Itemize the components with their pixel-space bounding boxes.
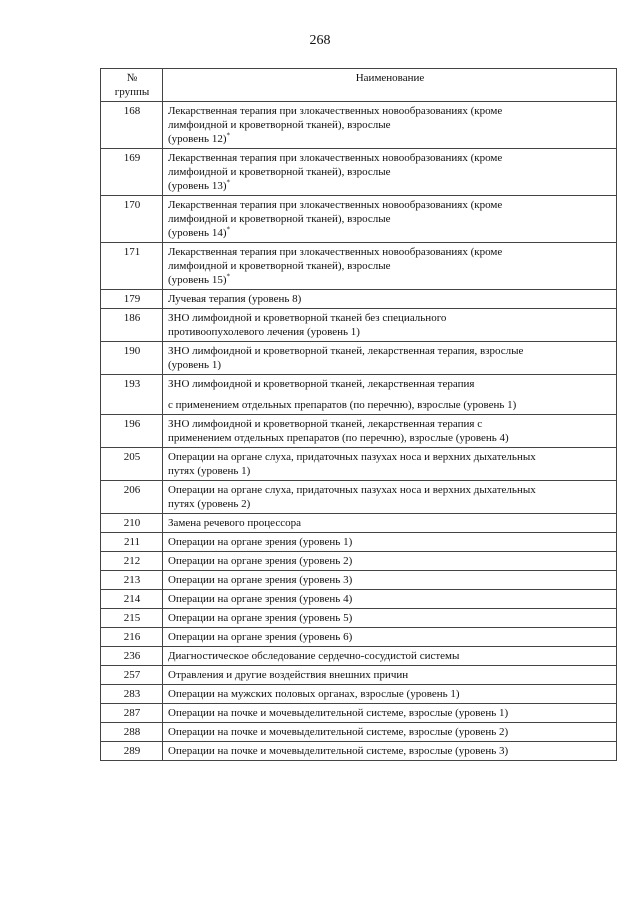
group-name	[163, 666, 617, 685]
group-number: 179	[101, 290, 163, 309]
group-name-line: (уровень 1)	[168, 359, 221, 371]
table-row	[101, 647, 617, 666]
group-name	[163, 448, 617, 481]
group-number: 216	[101, 628, 163, 647]
group-name	[163, 243, 617, 290]
table-row	[101, 571, 617, 590]
group-name-line: Операции на органе слуха, придаточных пазухах носа и верхних дыхательных	[168, 451, 536, 463]
header-name: Наименование	[163, 69, 617, 102]
table-row	[101, 742, 617, 761]
group-name-line: применением отдельных препаратов (по перечню), взрослые (уровень 4)	[168, 432, 509, 444]
group-name-line: путях (уровень 1)	[168, 465, 251, 477]
group-name	[163, 590, 617, 609]
level-text: (уровень 13)	[168, 180, 227, 192]
group-number: 288	[101, 723, 163, 742]
table-row	[101, 448, 617, 481]
group-name	[163, 647, 617, 666]
page-number: 268	[309, 33, 331, 48]
group-number: 205	[101, 448, 163, 481]
group-name-line: Лекарственная терапия при злокачественных новообразованиях (кроме	[168, 199, 503, 211]
table-row	[101, 685, 617, 704]
group-name	[163, 102, 617, 149]
group-name-level-line	[168, 132, 612, 146]
line-gap	[168, 391, 612, 398]
group-name-line: Операции на органе зрения (уровень 4)	[168, 593, 353, 605]
group-name	[163, 342, 617, 375]
level-text: (уровень 15)	[168, 274, 227, 286]
group-name	[163, 609, 617, 628]
group-number: 211	[101, 533, 163, 552]
table-row	[101, 196, 617, 243]
group-name-line: противоопухолевого лечения (уровень 1)	[168, 326, 360, 338]
group-name-line: Операции на органе зрения (уровень 6)	[168, 631, 353, 643]
group-number: 287	[101, 704, 163, 723]
groups-table	[100, 68, 617, 761]
table-row	[101, 552, 617, 571]
level-text: (уровень 12)	[168, 133, 227, 145]
footnote-mark: *	[226, 178, 230, 187]
group-name-line: ЗНО лимфоидной и кроветворной тканей, лекарственная терапия	[168, 378, 475, 390]
group-number: 168	[101, 102, 163, 149]
group-name	[163, 704, 617, 723]
group-name-line: Операции на почке и мочевыделительной системе, взрослые (уровень 1)	[168, 707, 509, 719]
group-name	[163, 290, 617, 309]
group-number: 169	[101, 149, 163, 196]
group-name-line: Операции на органе зрения (уровень 1)	[168, 536, 353, 548]
group-name-line: Операции на почке и мочевыделительной системе, взрослые (уровень 3)	[168, 745, 509, 757]
table-row	[101, 243, 617, 290]
group-name-line: лимфоидной и кроветворной тканей), взрослые	[168, 119, 391, 131]
table-row	[101, 590, 617, 609]
table-row	[101, 309, 617, 342]
group-name-line: ЗНО лимфоидной и кроветворной тканей, лекарственная терапия с	[168, 418, 483, 430]
table-row	[101, 149, 617, 196]
group-name-level-line	[168, 226, 612, 240]
group-name	[163, 723, 617, 742]
group-name-line: Замена речевого процессора	[168, 517, 301, 529]
table-row	[101, 628, 617, 647]
group-number: 193	[101, 375, 163, 415]
header-group-number	[101, 69, 163, 102]
group-name-line: лимфоидной и кроветворной тканей), взрослые	[168, 213, 391, 225]
group-name	[163, 196, 617, 243]
group-name	[163, 481, 617, 514]
group-name-line: ЗНО лимфоидной и кроветворной тканей без специального	[168, 312, 447, 324]
group-name	[163, 552, 617, 571]
table-body	[101, 102, 617, 761]
group-name-line: Операции на органе зрения (уровень 3)	[168, 574, 353, 586]
group-number: 170	[101, 196, 163, 243]
group-name	[163, 685, 617, 704]
group-name-line: Диагностическое обследование сердечно-сосудистой системы	[168, 650, 460, 662]
group-name	[163, 149, 617, 196]
group-number: 257	[101, 666, 163, 685]
table-row	[101, 609, 617, 628]
group-number: 206	[101, 481, 163, 514]
group-name	[163, 628, 617, 647]
table-row	[101, 723, 617, 742]
group-number: 289	[101, 742, 163, 761]
footnote-mark: *	[226, 272, 230, 281]
table-row	[101, 102, 617, 149]
group-name	[163, 533, 617, 552]
group-name-line: Операции на органе зрения (уровень 5)	[168, 612, 353, 624]
group-number: 214	[101, 590, 163, 609]
group-name-line: лимфоидной и кроветворной тканей), взрослые	[168, 260, 391, 272]
group-number: 212	[101, 552, 163, 571]
table-header-row	[101, 69, 617, 102]
group-name-level-line	[168, 179, 612, 193]
table-row	[101, 342, 617, 375]
group-number: 196	[101, 415, 163, 448]
group-number: 210	[101, 514, 163, 533]
group-name-line: Операции на органе зрения (уровень 2)	[168, 555, 353, 567]
footnote-mark: *	[226, 225, 230, 234]
group-number: 215	[101, 609, 163, 628]
group-name	[163, 309, 617, 342]
group-name-line: Операции на органе слуха, придаточных пазухах носа и верхних дыхательных	[168, 484, 536, 496]
table-row	[101, 290, 617, 309]
group-name-line: Лекарственная терапия при злокачественных новообразованиях (кроме	[168, 246, 503, 258]
group-number: 283	[101, 685, 163, 704]
group-name-line: с применением отдельных препаратов (по перечню), взрослые (уровень 1)	[168, 399, 517, 411]
table-row	[101, 375, 617, 415]
group-name-line: Лекарственная терапия при злокачественных новообразованиях (кроме	[168, 152, 503, 164]
group-name-line: путях (уровень 2)	[168, 498, 251, 510]
group-name-level-line	[168, 273, 612, 287]
group-name	[163, 571, 617, 590]
header-num-word: группы	[114, 86, 150, 98]
table-row	[101, 481, 617, 514]
group-name-line: Операции на мужских половых органах, взрослые (уровень 1)	[168, 688, 460, 700]
group-number: 236	[101, 647, 163, 666]
group-name-line: Лекарственная терапия при злокачественных новообразованиях (кроме	[168, 105, 503, 117]
group-name-line: ЗНО лимфоидной и кроветворной тканей, лекарственная терапия, взрослые	[168, 345, 524, 357]
level-text: (уровень 14)	[168, 227, 227, 239]
group-number: 190	[101, 342, 163, 375]
group-name	[163, 742, 617, 761]
group-number: 213	[101, 571, 163, 590]
group-name-line: Операции на почке и мочевыделительной системе, взрослые (уровень 2)	[168, 726, 509, 738]
header-num-symbol: №	[126, 72, 138, 84]
group-name-line: лимфоидной и кроветворной тканей), взрослые	[168, 166, 391, 178]
group-name	[163, 415, 617, 448]
group-name	[163, 514, 617, 533]
table-row	[101, 514, 617, 533]
group-name-line: Отравления и другие воздействия внешних причин	[168, 669, 409, 681]
group-name	[163, 375, 617, 415]
table-row	[101, 666, 617, 685]
footnote-mark: *	[226, 131, 230, 140]
group-number: 186	[101, 309, 163, 342]
table-row	[101, 704, 617, 723]
group-number: 171	[101, 243, 163, 290]
table-row	[101, 415, 617, 448]
table-row	[101, 533, 617, 552]
group-name-line: Лучевая терапия (уровень 8)	[168, 293, 302, 305]
